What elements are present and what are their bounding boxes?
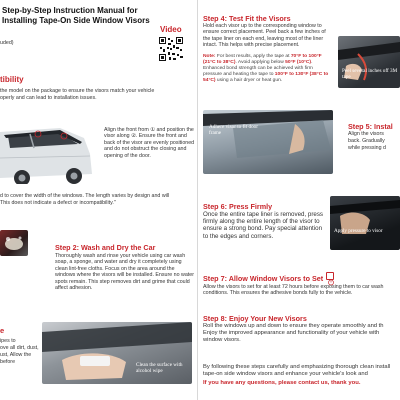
- apply-pressure-photo: [330, 196, 400, 250]
- step6-text: Once the entire tape liner is removed, press firmly along the entire length of the visor to ensure a strong bond. Pay special attention to the edges and corners.: [203, 211, 324, 240]
- step2-text: Thoroughly wash and rinse your vehicle using car wash soap, a sponge, and water and dry it completely using clean lint-free cloths. Focus on the area around the windows where the visors will be installed. Ensure no water spots remain. This step removes dirt and grime that could affect adhesion.: [55, 253, 194, 292]
- compatibility-text-2: operly and can lead to installation issues.: [0, 95, 97, 101]
- alcohol-wipe-caption: Clean the surface with alcohol wipe: [136, 362, 183, 374]
- note-text-c: . Enhanced bond strength can be achieved with firm pressure and heating the tape to: [203, 60, 313, 77]
- note-text-a: For best results, apply the tape at: [215, 54, 291, 59]
- peel-tape-photo: [338, 36, 400, 88]
- length-text-2: This does not indicate a defect or incompatibility.": [0, 200, 116, 206]
- manual-title-line1: Step-by-Step Instruction Manual for: [2, 6, 138, 15]
- alcohol-wipe-photo: [42, 322, 192, 384]
- column-divider: [197, 0, 198, 400]
- step5-text-line1: Align the visors: [348, 131, 384, 137]
- included-text: uded): [0, 40, 14, 46]
- note-temp-3: 100°F to 130°F (38°C to 54°C): [203, 72, 329, 83]
- step6-heading: Step 6: Press Firmly: [203, 202, 273, 211]
- car-wash-photo: [0, 230, 28, 256]
- video-label: Video: [160, 25, 182, 34]
- step4-heading: Step 4: Test Fit the Visors: [203, 14, 291, 23]
- qr-code[interactable]: [158, 36, 184, 62]
- note-temp-1: 70°F to 100°F (21°C to 38°C): [203, 54, 322, 65]
- step2-heading: Step 2: Wash and Dry the Car: [55, 243, 156, 252]
- right-column: [201, 0, 400, 400]
- thank-you-text: If you have any questions, please contact us, thank you.: [203, 380, 361, 386]
- apply-pressure-caption: Apply pressure to visor: [334, 228, 383, 234]
- step8-heading: Step 8: Enjoy Your New Visors: [203, 314, 307, 323]
- note-text-b: . Avoid applying below: [235, 60, 286, 65]
- step7-text: Allow the visors to set for at least 72 hours before exposing them to car wash conditions. This ensures the adhesive bonds fully to the vehicle.: [203, 284, 384, 297]
- manual-title-line2: Installing Tape-On Side Window Visors: [2, 16, 150, 25]
- align-instructions: Align the front from ① and position the visor along ②. Ensure the front and back of the visor are evenly positioned and do not obstruct the closing and opening of the door.: [104, 127, 195, 159]
- adhere-visor-photo: [203, 110, 333, 174]
- left-column: [0, 0, 196, 400]
- step5-heading: Step 5: Instal: [348, 122, 393, 131]
- note-text-d: using a hair dryer or heat gun.: [215, 78, 283, 83]
- step5-text-line3: while pressing d: [348, 145, 386, 151]
- note-label: Note:: [203, 54, 216, 59]
- step7-heading: Step 7: Allow Window Visors to Set: [203, 274, 324, 283]
- adhere-visor-caption: Adhere visor to fit door frame: [209, 124, 258, 136]
- step8-text: Roll the windows up and down to ensure they operate smoothly and th Enjoy the improved appearance and functionality of your vehicle with window visors.: [203, 323, 384, 343]
- note-temp-2: 50°F (10°C): [285, 60, 312, 65]
- peel-tape-caption: Peel several inches off 3M tape: [342, 68, 398, 80]
- step3-text-line2: ove all dirt, dust,: [0, 345, 39, 351]
- compatibility-text-1: the model on the package to ensure the visors match your vehicle: [0, 88, 155, 94]
- compatibility-heading: tibility: [0, 75, 24, 84]
- stopwatch-icon: [326, 272, 334, 280]
- step4-text: Hold each visor up to the corresponding window to ensure correct placement. Peel back a few inches of the tape liner on each end, leaving most of the liner intact. This helps with precise placement.: [203, 23, 326, 49]
- length-text-1: d to cover the width of the windows. The length varies by design and will: [0, 193, 170, 199]
- step3-text-line3: ust, Allow the: [0, 352, 32, 358]
- temperature-note: [203, 54, 333, 84]
- step3-text-line1: ipes to: [0, 338, 16, 344]
- step3-heading: e: [0, 326, 5, 335]
- closing-text: By following these steps carefully and emphasizing thorough clean install tape-on side window visors and enhance your vehicle's look and: [203, 364, 391, 377]
- truck-photo: [0, 124, 97, 184]
- step5-text-line2: back. Gradually: [348, 138, 385, 144]
- step3-text-line4: before: [0, 359, 16, 365]
